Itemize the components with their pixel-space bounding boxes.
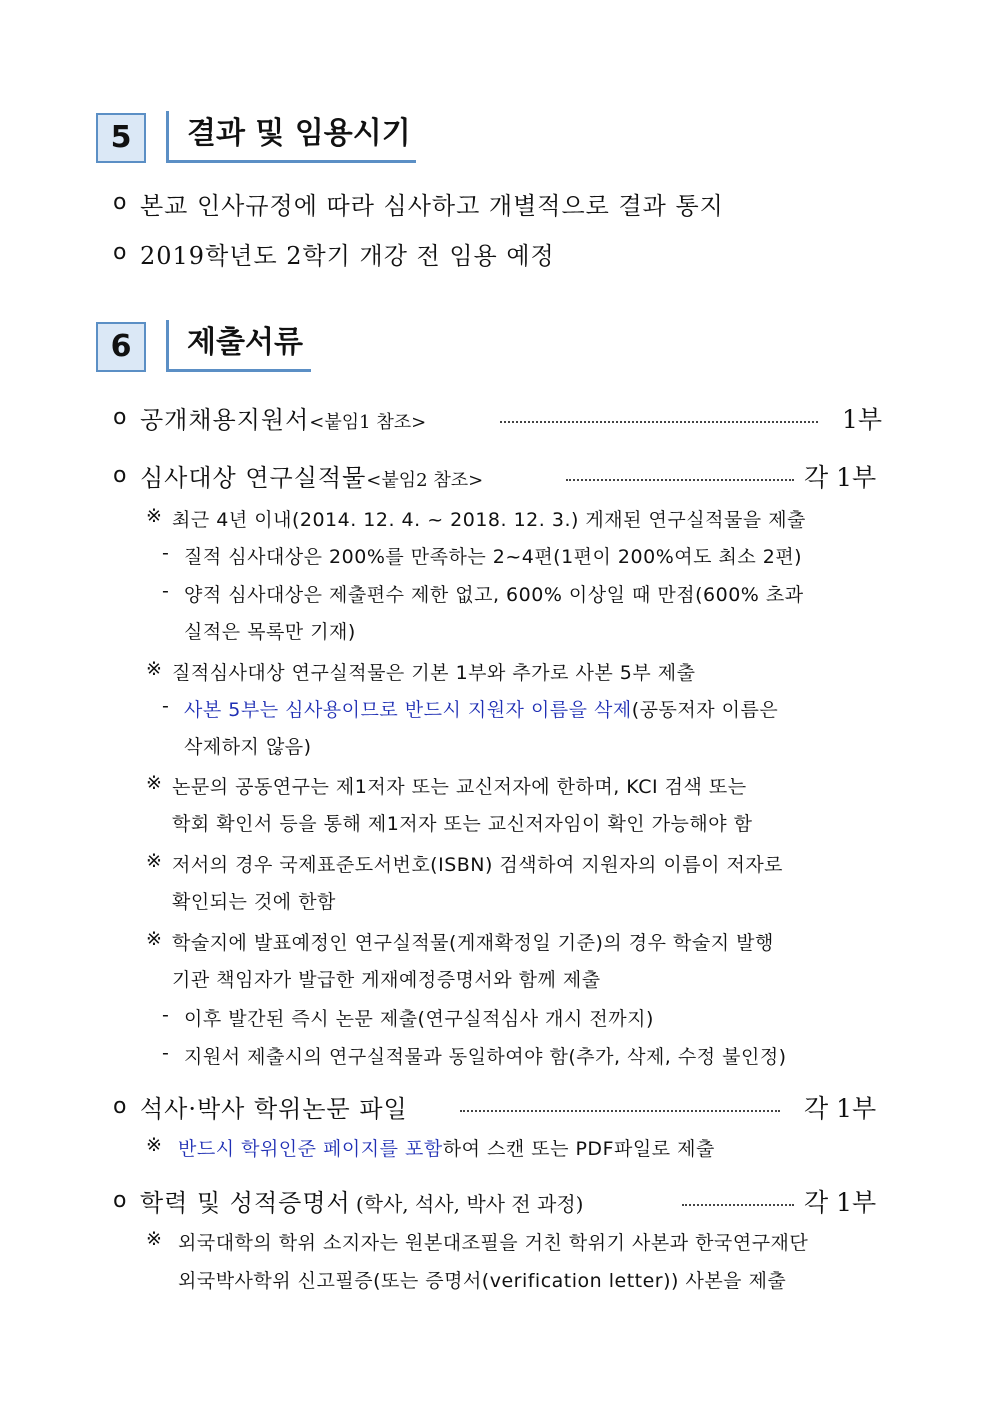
note-line: 외국대학의 학위 소지자는 원본대조필을 거친 학위기 사본과 한국연구재단 — [178, 1232, 809, 1254]
note-mark: ※ — [146, 1228, 163, 1250]
dash: - — [162, 1004, 170, 1026]
leader-dots — [460, 1110, 780, 1112]
note-mark: ※ — [146, 505, 163, 527]
note-line: 기관 책임자가 발급한 게재예정증명서와 함께 제출 — [172, 969, 601, 991]
item-ref: (학사, 석사, 박사 전 과정) — [355, 1192, 584, 1216]
item-ref: <붙임2 참조> — [366, 470, 484, 491]
note-line: 질적심사대상 연구실적물은 기본 1부와 추가로 사본 5부 제출 — [172, 662, 696, 684]
note-line: 확인되는 것에 한함 — [172, 891, 336, 913]
dash: - — [162, 1042, 170, 1064]
item-count: 각 1부 — [804, 1094, 877, 1123]
note-line: 지원서 제출시의 연구실적물과 동일하여야 함(추가, 삭제, 수정 불인정) — [184, 1046, 787, 1068]
note-line — [178, 1134, 715, 1161]
section-5-item-2: 2019학년도 2학기 개강 전 임용 예정 — [140, 242, 555, 270]
leader-dots — [566, 479, 794, 481]
item-count: 각 1부 — [804, 463, 877, 492]
section-5-item-1: 본교 인사규정에 따라 심사하고 개별적으로 결과 통지 — [140, 192, 724, 220]
leader-dots — [682, 1204, 794, 1206]
item-count: 1부 — [842, 405, 883, 434]
note-line: 학술지에 발표예정인 연구실적물(게재확정일 기준)의 경우 학술지 발행 — [172, 932, 774, 954]
doc-item-application — [140, 400, 426, 435]
section-6-title: 제출서류 — [166, 320, 311, 372]
note-line — [184, 695, 778, 722]
note-line: 최근 4년 이내(2014. 12. 4. ~ 2018. 12. 3.) 게재된 연구실적물을 제출 — [172, 509, 806, 531]
note-mark: ※ — [146, 850, 163, 872]
note-line: 학회 확인서 등을 통해 제1저자 또는 교신저자임이 확인 가능해야 함 — [172, 813, 753, 835]
doc-item-research — [140, 458, 483, 493]
bullet-icon: o — [113, 405, 127, 430]
bullet-icon: o — [113, 190, 127, 215]
note-line: 양적 심사대상은 제출편수 제한 없고, 600% 이상일 때 만점(600% 초과 — [184, 584, 804, 606]
bullet-icon: o — [113, 1094, 127, 1119]
bullet-icon: o — [113, 1188, 127, 1213]
note-line: 질적 심사대상은 200%를 만족하는 2~4편(1편이 200%여도 최소 2편) — [184, 546, 803, 568]
section-6-number: 6 — [96, 322, 146, 372]
item-ref: <붙임1 참조> — [309, 412, 427, 433]
item-count: 각 1부 — [804, 1188, 877, 1217]
plain-text: (공동저자 이름은 — [631, 699, 779, 721]
note-line: 삭제하지 않음) — [184, 736, 312, 758]
note-line: 저서의 경우 국제표준도서번호(ISBN) 검색하여 지원자의 이름이 저자로 — [172, 854, 784, 876]
item-label: 학력 및 성적증명서 — [140, 1189, 351, 1217]
note-line: 실적은 목록만 기재) — [184, 621, 356, 643]
item-label: 공개채용지원서 — [140, 406, 310, 434]
note-line: 외국박사학위 신고필증(또는 증명서(verification letter)) 사본을 제출 — [178, 1270, 787, 1292]
dash: - — [162, 542, 170, 564]
item-label: 심사대상 연구실적물 — [140, 464, 367, 492]
dash: - — [162, 695, 170, 717]
bullet-icon: o — [113, 240, 127, 265]
emphasis-text: 사본 5부는 심사용이므로 반드시 지원자 이름을 삭제 — [184, 699, 632, 721]
doc-item-transcript — [140, 1183, 583, 1218]
note-mark: ※ — [146, 1134, 163, 1156]
emphasis-text: 반드시 학위인준 페이지를 포함 — [178, 1138, 443, 1160]
bullet-icon: o — [113, 463, 127, 488]
section-5-title: 결과 및 임용시기 — [166, 111, 416, 163]
note-mark: ※ — [146, 658, 163, 680]
section-5-number: 5 — [96, 113, 146, 163]
leader-dots — [500, 421, 818, 423]
plain-text: 하여 스캔 또는 PDF파일로 제출 — [442, 1138, 715, 1160]
note-mark: ※ — [146, 928, 163, 950]
note-line: 이후 발간된 즉시 논문 제출(연구실적심사 개시 전까지) — [184, 1008, 654, 1030]
dash: - — [162, 580, 170, 602]
doc-item-thesis: 석사·박사 학위논문 파일 — [140, 1095, 408, 1123]
note-mark: ※ — [146, 772, 163, 794]
note-line: 논문의 공동연구는 제1저자 또는 교신저자에 한하며, KCI 검색 또는 — [172, 776, 747, 798]
